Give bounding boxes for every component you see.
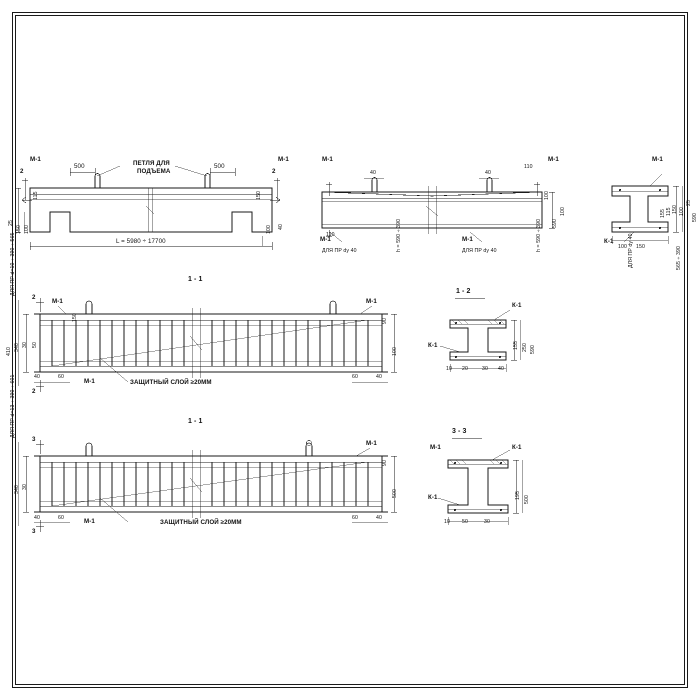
dim-tr-2: 150 [672, 205, 678, 214]
mark-label-m1-tm-bl: М-1 [320, 236, 331, 243]
top-middle-elevation [322, 178, 555, 243]
dim-tr-4: 115 [666, 207, 672, 216]
dim-tr-565-390: 565 ÷ 390 [676, 246, 682, 270]
note-tm-dy40-right: ДЛЯ ПР dу 40 [462, 248, 497, 254]
mark-label-m1-s11-b: М-1 [366, 298, 377, 305]
dim-s33r-50: 50 [462, 519, 468, 525]
dim-tl-edge: 40 [278, 224, 284, 230]
dim-s11-100: 100 [392, 347, 398, 356]
tag-3-upper: 3 [32, 436, 36, 443]
dim-tl-v5: 150 [256, 191, 262, 200]
dim-500-left: 500 [74, 163, 85, 170]
dim-s12-30: 30 [482, 366, 488, 372]
dim-s33r-10: 10 [444, 519, 450, 525]
note-protective-layer-lower: ЗАЩИТНЫЙ СЛОЙ ≥20ММ [160, 519, 242, 526]
tag-2-2-lower: 2 [272, 168, 276, 175]
dim-s33l-30: 30 [22, 484, 28, 490]
note-loop-line2: ПОДЪЕМА [137, 168, 171, 175]
dim-500-right: 500 [214, 163, 225, 170]
dim-tr-1: 100 [679, 207, 685, 216]
note-tr-dy40: ДЛЯ ПР dу 40 [628, 233, 634, 268]
section-title-1-1-lower: 1 - 1 [188, 418, 203, 425]
dim-s33l-60a: 60 [58, 515, 64, 521]
note-s11-side: ДЛЯ ПР d=10 ÷ 390 ÷ 565 [10, 232, 16, 296]
mark-label-k1-s33r-b: К-1 [428, 494, 438, 501]
dim-s12-10: 10 [446, 366, 452, 372]
section-title-3-3: 3 - 3 [452, 428, 467, 435]
dim-tl-v2: 100 [24, 225, 30, 234]
dim-s33l-340: 340 [14, 485, 20, 494]
tag-2-lower: 2 [32, 388, 36, 395]
mark-label-k1-s33r-a: К-1 [512, 444, 522, 451]
dim-tm-40-left: 40 [370, 170, 376, 176]
mark-label-k1-s12-b: К-1 [428, 342, 438, 349]
dim-s33l-40a: 40 [34, 515, 40, 521]
dim-s33l-90: 90 [382, 460, 388, 466]
dim-s11-90: 90 [382, 318, 388, 324]
dim-tl-v3: 25 [8, 220, 14, 226]
note-tm-dy40-left: ДЛЯ ПР dу 40 [322, 248, 357, 254]
mark-label-m1-s33r: М-1 [430, 444, 441, 451]
mark-label-m1-s11-c: М-1 [84, 378, 95, 385]
dim-s11-50: 50 [32, 342, 38, 348]
dim-tm-40-right: 40 [485, 170, 491, 176]
mark-label-m1-tm-br: М-1 [462, 236, 473, 243]
dim-s11-60a: 60 [58, 374, 64, 380]
dim-s33l-500: 500 [392, 489, 398, 498]
dim-tr-5: 155 [660, 209, 666, 218]
dim-tr-100: 100 [618, 244, 627, 250]
tag-3-lower: 3 [32, 528, 36, 535]
note-s33l-side: ДЛЯ ПР d=13 ÷ 390 ÷ 601 [10, 374, 16, 438]
mark-label-m1-s33l-a: М-1 [366, 440, 377, 447]
tag-2-2-upper: 2 [20, 168, 24, 175]
dim-tm-100b: 100 [544, 191, 550, 200]
mark-label-m1-s33l-b: М-1 [84, 518, 95, 525]
dim-tr-6: 590 [692, 213, 698, 222]
note-tm-h-left: h = 590 ÷ 390 [396, 218, 402, 252]
mark-label-k1-s12-a: К-1 [512, 302, 522, 309]
dim-s11-30: 30 [22, 342, 28, 348]
dim-s12-20: 20 [462, 366, 468, 372]
mark-label-m1-s11-a: М-1 [52, 298, 63, 305]
dim-s33l-40b: 40 [376, 515, 382, 521]
dim-s12-590: 590 [530, 345, 536, 354]
section-title-1-1-upper: 1 - 1 [188, 276, 203, 283]
dim-tm-590: 590 [552, 219, 558, 228]
dim-tl-v6: 100 [266, 225, 272, 234]
section-1-2-detail [440, 298, 520, 372]
note-tm-h-right: h = 590 ÷ 390 [536, 218, 542, 252]
section-title-1-2: 1 - 2 [456, 288, 471, 295]
mark-label-m1-tm-left: М-1 [322, 156, 333, 163]
dim-s33r-500: 500 [524, 495, 530, 504]
dim-s11-40b: 40 [376, 374, 382, 380]
dim-s11-60b: 60 [352, 374, 358, 380]
mark-label-m1-tm-right: М-1 [548, 156, 559, 163]
tag-2-upper: 2 [32, 294, 36, 301]
dim-s33r-30: 30 [484, 519, 490, 525]
dim-s11-150: 150 [72, 313, 78, 322]
dim-tl-v1: 150 [16, 225, 22, 234]
dim-s11-340: 340 [14, 343, 20, 352]
dim-s11-40a: 40 [34, 374, 40, 380]
dim-tm-110-bot: 110 [326, 232, 335, 238]
note-protective-layer-upper: ЗАЩИТНЫЙ СЛОЙ ≥20ММ [130, 379, 212, 386]
mark-label-m1-tr: М-1 [652, 156, 663, 163]
dim-s33r-195: 195 [515, 491, 521, 500]
dim-s33l-60b: 60 [352, 515, 358, 521]
note-loop-line1: ПЕТЛЯ ДЛЯ [133, 160, 170, 167]
dim-tm-100: 100 [560, 207, 566, 216]
dim-s12-155: 155 [513, 341, 519, 350]
dim-tm-110-top: 110 [524, 164, 533, 170]
dim-s11-410: 410 [6, 347, 12, 356]
dim-tl-v4: 115 [33, 191, 39, 200]
dim-tr-3: 25 [686, 200, 692, 206]
dim-s12-250: 250 [522, 343, 528, 352]
dim-s12-40: 40 [498, 366, 504, 372]
mark-label-m1-tl-left: М-1 [30, 156, 41, 163]
mark-label-m1-tl-right: М-1 [278, 156, 289, 163]
dim-overall-length: L = 5980 ÷ 17700 [116, 238, 166, 245]
mark-label-k1-tr: К-1 [604, 238, 614, 245]
section-3-3-detail [438, 438, 522, 525]
dim-tr-150: 150 [636, 244, 645, 250]
